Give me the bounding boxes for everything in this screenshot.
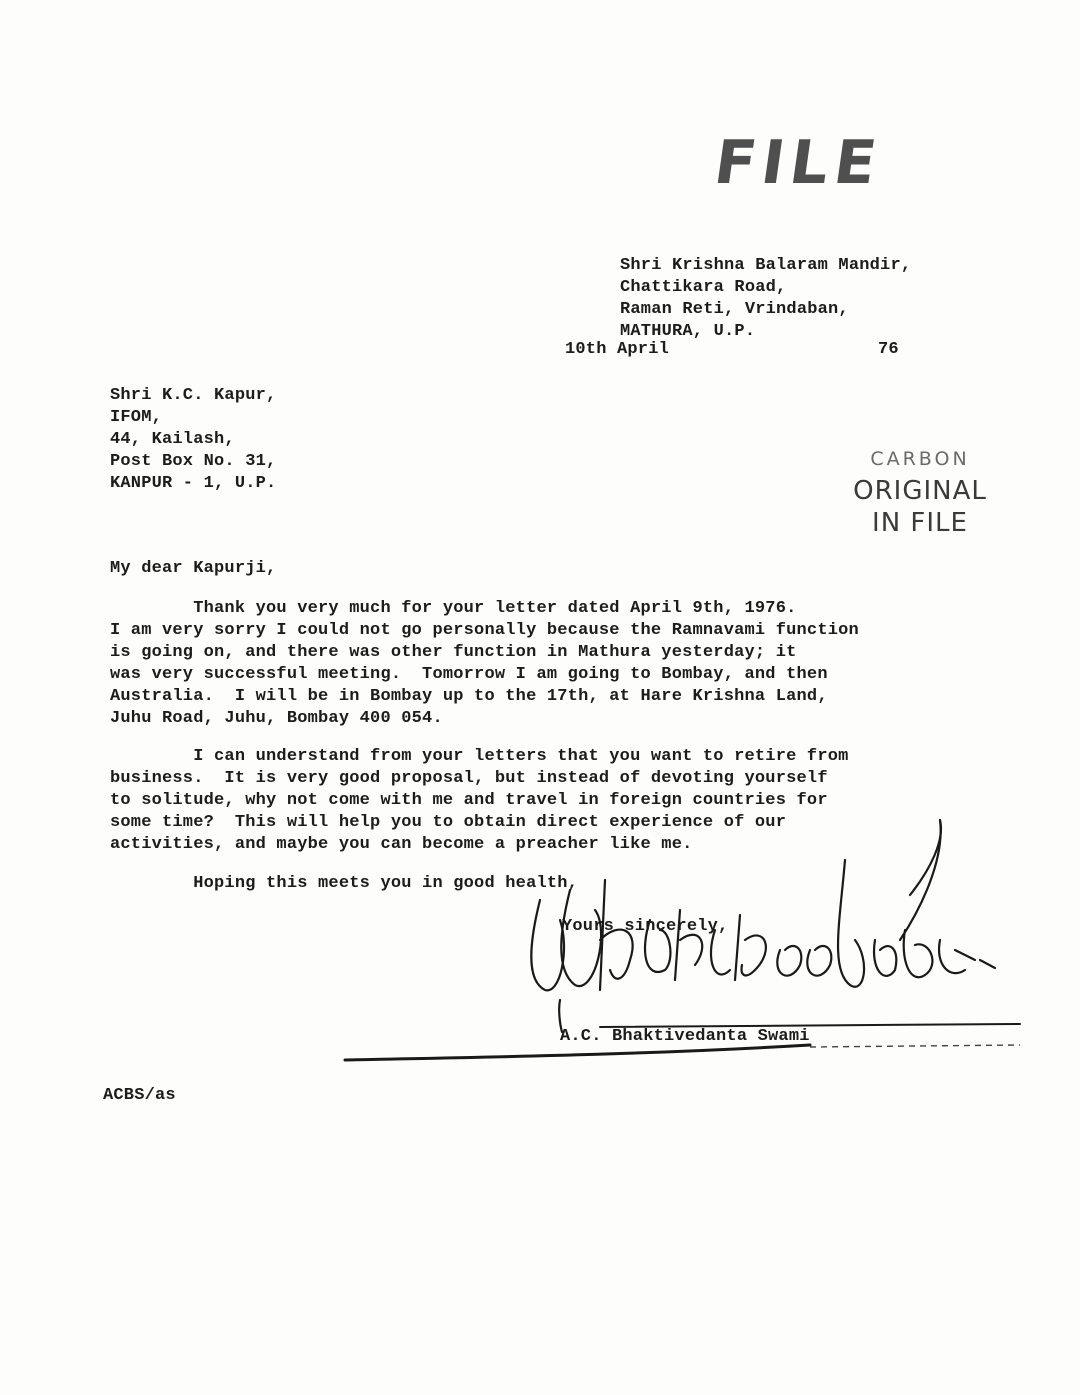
closing-wish: Hoping this meets you in good health, [110,874,579,893]
sender-address [620,255,911,343]
salutation: My dear Kapurji, [110,559,277,578]
recipient-address-line: Post Box No. 31, [110,452,277,471]
paragraph-line: is going on, and there was other function in Mathura yesterday; it [110,643,797,662]
carbon-stamp [845,448,995,538]
recipient-address [110,385,276,495]
sender-address-line: Raman Reti, Vrindaban, [620,300,849,319]
file-stamp-text: FILE [710,128,887,198]
date-year: 76 [878,340,899,359]
paragraph-line: Australia. I will be in Bombay up to the 17th, at Hare Krishna Land, [110,687,828,706]
signature-name: A.C. Bhaktivedanta Swami [560,1027,810,1046]
date-day-month: 10th April [565,340,670,359]
valediction: Yours sincerely, [562,917,729,936]
paragraph-line: Juhu Road, Juhu, Bombay 400 054. [110,709,443,728]
file-stamp [710,128,887,218]
recipient-address-line: 44, Kailash, [110,430,235,449]
recipient-address-line: IFOM, [110,408,163,427]
paragraph-line: business. It is very good proposal, but instead of devoting yourself [110,769,828,788]
recipient-address-line: KANPUR - 1, U.P. [110,474,277,493]
initials: ACBS/as [103,1086,176,1105]
paragraph-line: I am very sorry I could not go personally because the Ramnavami function [110,621,859,640]
sender-address-line: Chattikara Road, [620,278,787,297]
carbon-stamp-line1: CARBON [870,448,970,470]
paragraph-line: Thank you very much for your letter dated April 9th, 1976. [110,599,797,618]
carbon-stamp-line2: ORIGINAL [853,476,987,506]
sender-address-line: MATHURA, U.P. [620,322,756,341]
carbon-stamp-line3: IN FILE [872,508,968,538]
paragraph-line: I can understand from your letters that you want to retire from [110,747,849,766]
signature-underline [340,1015,1030,1070]
paragraph-line: activities, and maybe you can become a preacher like me. [110,835,693,854]
sender-address-line: Shri Krishna Balaram Mandir, [620,256,912,275]
paragraph-line: to solitude, why not come with me and travel in foreign countries for [110,791,828,810]
paragraph-1 [110,598,859,730]
paragraph-line: was very successful meeting. Tomorrow I am going to Bombay, and then [110,665,828,684]
paragraph-line: some time? This will help you to obtain direct experience of our [110,813,787,832]
recipient-address-line: Shri K.C. Kapur, [110,386,277,405]
